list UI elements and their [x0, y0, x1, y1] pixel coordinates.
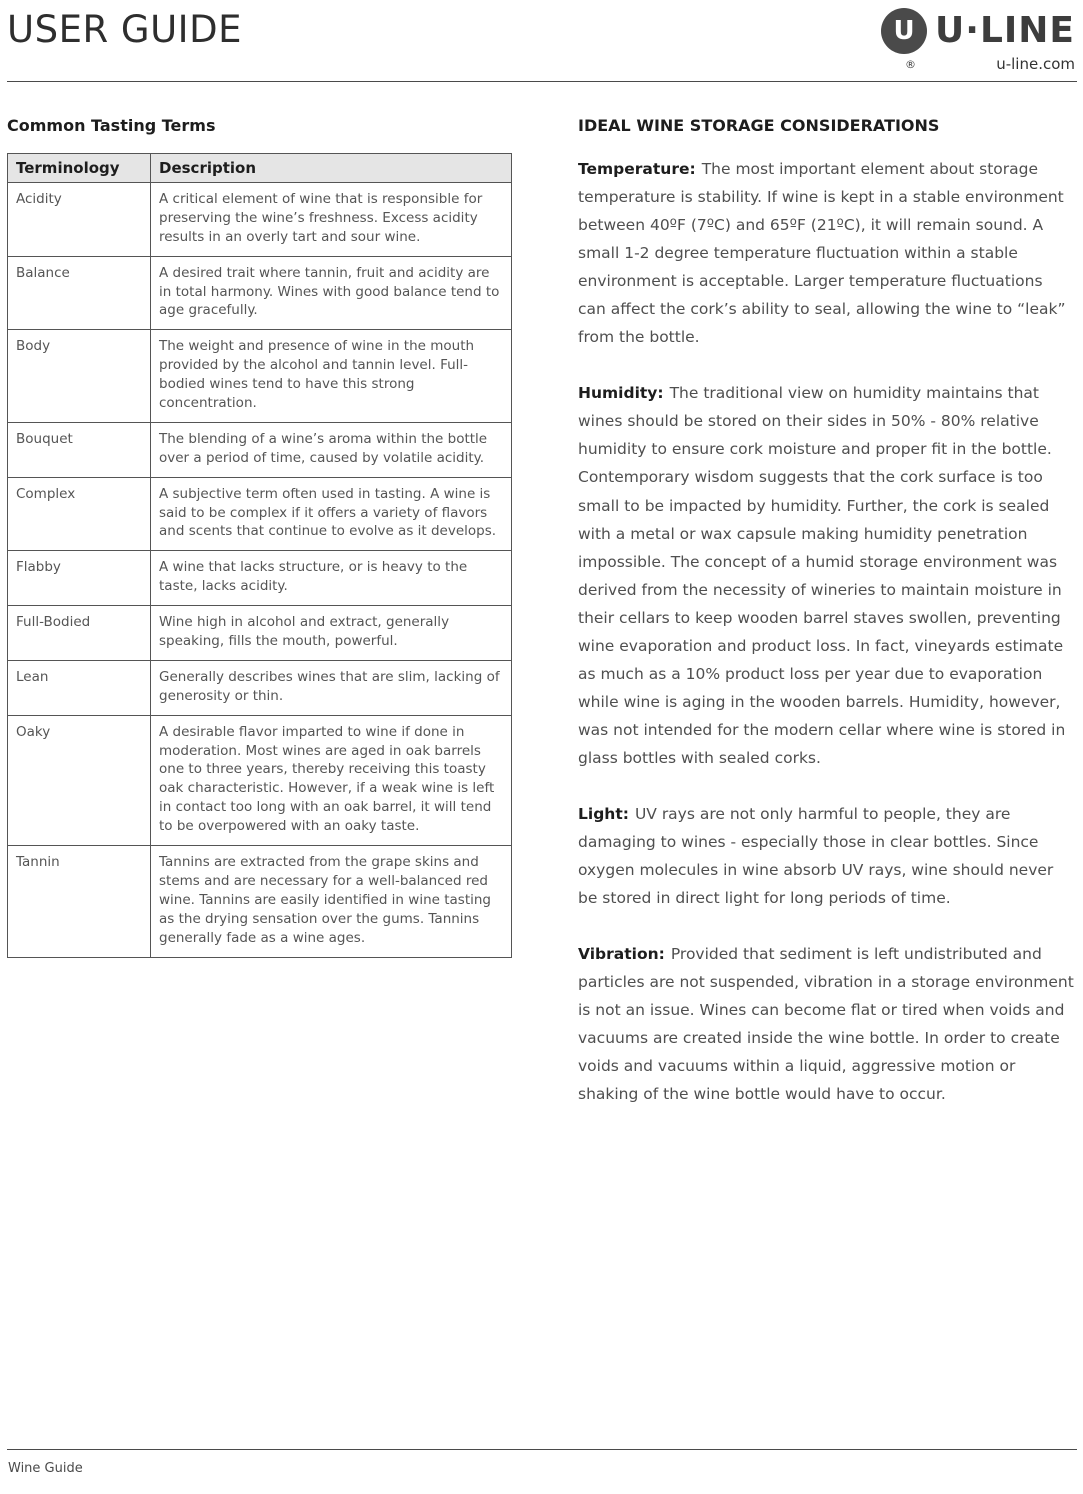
term-cell: Tannin	[8, 846, 151, 957]
column-header-terminology: Terminology	[8, 154, 151, 183]
page-header	[7, 8, 1077, 82]
column-header-description: Description	[151, 154, 512, 183]
term-cell: Full-Bodied	[8, 606, 151, 661]
temperature-paragraph	[578, 155, 1075, 351]
table-row	[8, 256, 512, 330]
table-row	[8, 606, 512, 661]
vibration-text: Provided that sediment is left undistributed and particles are not suspended, vibration in a storage environment is not an issue. Wines can become flat or tired when voids and vacuums are created inside the wine bottle. In order to create voids and vacuums within a liquid, aggressive motion or shaking of the wine bottle would have to occur.	[578, 945, 1074, 1104]
term-cell: Bouquet	[8, 422, 151, 477]
storage-heading: IDEAL WINE STORAGE CONSIDERATIONS	[578, 116, 940, 135]
table-row	[8, 183, 512, 257]
uline-logo	[881, 8, 1077, 73]
desc-cell: A subjective term often used in tasting. A wine is said to be complex if it offers a variety of flavors and scents that continue to evolve as it develops.	[151, 477, 512, 551]
desc-cell: The blending of a wine’s aroma within the bottle over a period of time, caused by volatile acidity.	[151, 422, 512, 477]
light-label: Light:	[578, 804, 629, 823]
uline-monogram-icon: U	[881, 8, 927, 54]
term-cell: Balance	[8, 256, 151, 330]
main-content	[7, 82, 1077, 1449]
table-body	[8, 183, 512, 958]
temperature-label: Temperature:	[578, 160, 696, 178]
term-cell: Oaky	[8, 715, 151, 845]
humidity-text: The traditional view on humidity maintains that wines should be stored on their sides in 50% - 80% relative humidity to ensure cork moisture and proper fit in the bottle. Contemporary wisdom suggests that the cork surface is too small to be impacted by humidity. Further, the cork is sealed with a metal or wax capsule making humidity penetration impossible. The concept of a humid storage environment was derived from the necessity of wineries to maintain moisture in their cellars to keep wooden barrel staves swollen, preventing wine evaporation and product loss. In fact, vineyards estimate as much as a 10% product loss per year due to evaporation while wine is aging in the wooden barrels. Humidity, however, was not intended for the modern cellar where wine is stored in glass bottles with sealed corks.	[578, 384, 1066, 767]
page-title: USER GUIDE	[7, 8, 242, 51]
term-cell: Flabby	[8, 551, 151, 606]
desc-cell: A desired trait where tannin, fruit and acidity are in total harmony. Wines with good balance tend to age gracefully.	[151, 256, 512, 330]
desc-cell: Wine high in alcohol and extract, generally speaking, fills the mouth, powerful.	[151, 606, 512, 661]
desc-cell: Tannins are extracted from the grape skins and stems and are necessary for a well-balanced red wine. Tannins are easily identified in wine tasting as the drying sensation over the gums. Tannins generally fade as a wine ages.	[151, 846, 512, 957]
desc-cell: Generally describes wines that are slim, lacking of generosity or thin.	[151, 660, 512, 715]
table-row	[8, 715, 512, 845]
footer-label: Wine Guide	[8, 1461, 83, 1476]
page-footer	[7, 1449, 1077, 1494]
term-cell: Body	[8, 330, 151, 423]
desc-cell: A wine that lacks structure, or is heavy to the taste, lacks acidity.	[151, 551, 512, 606]
temperature-text: The most important element about storage temperature is stability. If wine is kept in a stable environment between 40ºF (7ºC) and 65ºF (21ºC), it will remain sound. A small 1-2 degree temperature fluctuation within a stable environment is acceptable. Larger temperature fluctuations can affect the cork’s ability to seal, allowing the wine to “leak” from the bottle.	[578, 160, 1066, 347]
light-text: UV rays are not only harmful to people, they are damaging to wines - especially those in clear bottles. Since oxygen molecules in wine absorb UV rays, wine should never be stored in direct light for long periods of time.	[578, 804, 1054, 908]
brand-wordmark: U·LINE	[935, 10, 1075, 51]
humidity-paragraph	[578, 379, 1075, 772]
term-cell: Complex	[8, 477, 151, 551]
vibration-paragraph	[578, 940, 1075, 1108]
registered-mark: ®	[905, 57, 917, 71]
table-head	[8, 154, 512, 183]
desc-cell: The weight and presence of wine in the mouth provided by the alcohol and tannin level. Full-bodied wines tend to have this strong concentration.	[151, 330, 512, 423]
table-header-row	[8, 154, 512, 183]
desc-cell: A desirable flavor imparted to wine if done in moderation. Most wines are aged in oak barrels one to three years, thereby receiving this toasty oak characteristic. However, if a weak wine is left in contact too long with an oak barrel, it will tend to be overpowered with an oaky taste.	[151, 715, 512, 845]
light-paragraph	[578, 800, 1075, 912]
logo-bottom-row	[881, 55, 1075, 73]
brand-url: u-line.com	[996, 55, 1075, 73]
tasting-terms-column	[7, 116, 512, 1449]
term-cell: Acidity	[8, 183, 151, 257]
humidity-label: Humidity:	[578, 384, 664, 403]
desc-cell: A critical element of wine that is responsible for preserving the wine’s freshness. Excess acidity results in an overly tart and sour wine.	[151, 183, 512, 257]
storage-considerations-column	[578, 116, 1077, 1449]
logo-row	[881, 8, 1075, 54]
table-row	[8, 422, 512, 477]
tasting-terms-table	[7, 153, 512, 958]
tasting-terms-heading: Common Tasting Terms	[7, 116, 216, 135]
vibration-label: Vibration:	[578, 945, 665, 964]
table-row	[8, 660, 512, 715]
table-row	[8, 477, 512, 551]
term-cell: Lean	[8, 660, 151, 715]
table-row	[8, 330, 512, 423]
table-row	[8, 846, 512, 957]
table-row	[8, 551, 512, 606]
